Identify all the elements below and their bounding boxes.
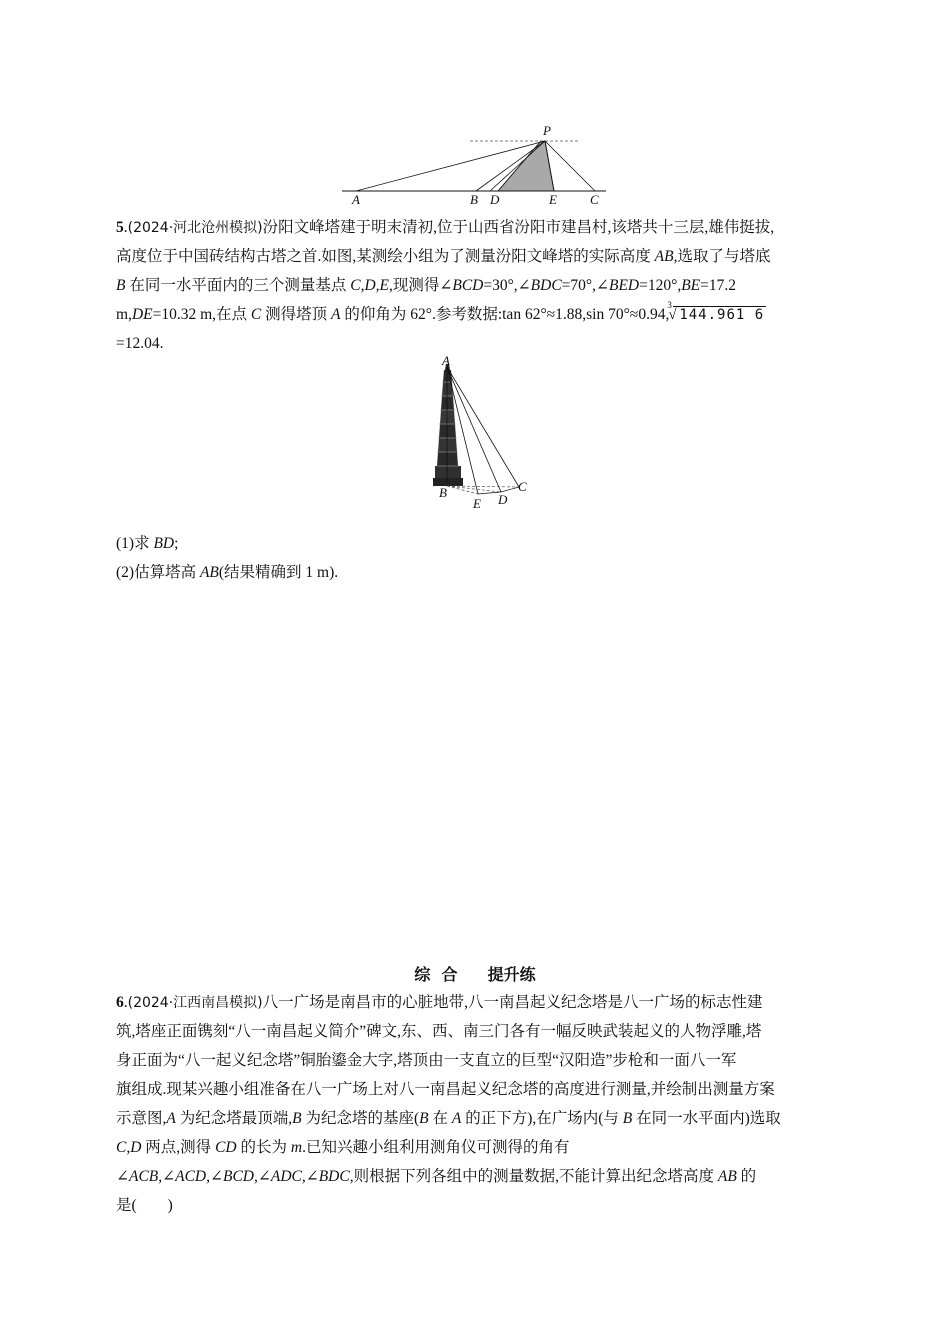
figure-1-diagram (340, 120, 610, 210)
q5-line1: 汾阳文峰塔建于明末清初,位于山西省汾阳市建昌村,该塔共十三层,雄伟挺拔, (262, 219, 775, 236)
label-tower-B: B (439, 485, 447, 500)
hill-shape (498, 141, 554, 191)
label-B: B (470, 192, 478, 207)
label-D: D (490, 192, 500, 207)
q6-source: (2024·江西南昌模拟) (127, 995, 263, 1011)
label-tower-C: C (518, 479, 527, 494)
label-tower-D: D (498, 492, 508, 507)
q5-line2: 高度位于中国砖结构古塔之首.如图,某测绘小组为了测量汾阳文峰塔的实际高度 (116, 248, 655, 265)
q5-number: 5 (116, 219, 124, 236)
figure-2-tower-diagram (425, 352, 535, 514)
q6-answer-bracket: 是( ) (116, 1197, 173, 1214)
q5-line5: =12.04. (116, 335, 164, 352)
label-C: C (590, 192, 599, 207)
q6-number: 6 (116, 994, 124, 1011)
label-tower-A: A (442, 353, 450, 368)
label-A: A (352, 192, 360, 207)
q5-source: (2024·河北沧州模拟) (127, 220, 263, 236)
label-P: P (543, 123, 551, 138)
q5-part-1: (1)求 BD; (116, 535, 179, 552)
q5-part-2: (2)估算塔高 AB(结果精确到 1 m). (116, 564, 339, 581)
label-tower-E: E (473, 496, 481, 511)
question-6: 6.(2024·江西南昌模拟)八一广场是南昌市的心脏地带,八一南昌起义纪念塔是八一广场的标志性建 筑,塔座正面镌刻“八一南昌起义简介”碑文,东、西、南三门各有一幅反映武装起义的人物浮雕,塔 身正面为“八一起义纪念塔”铜胎鎏金大字,塔顶由一支直立的巨型“汉阳造”步枪和一面八一军 旗组成.现某兴趣小组准备在八一广场上对八一南昌起义纪念塔的高度进行测量,并绘制出测量方案 示意图,A 为纪念塔最顶端,B 为纪念塔的基座(B 在 A 的正下方),在广场内(与 B 在同一水平面内)选取 C,D 两点,测得 CD 的长为 m.已知兴趣小组利用测角仪可测得的角有 ∠ACB,∠ACD,∠BCD,∠ADC,∠BDC,则根据下列各组中的测量数据,不能计算出纪念塔高度 AB 的 是( ) (116, 994, 781, 1214)
section-title: 综 合 提升练 (414, 965, 536, 984)
question-5: 5.(2024·河北沧州模拟)汾阳文峰塔建于明末清初,位于山西省汾阳市建昌村,该塔共十三层,雄伟挺拔, 高度位于中国砖结构古塔之首.如图,某测绘小组为了测量汾阳文峰塔的实际高度 AB,选取了与塔底 B 在同一水平面内的三个测量基点 C,D,E,现测得∠BCD=30°,∠BDC=70°,∠BED=120°,BE=17.2 m,DE=10.32 m,在点 C 测得塔顶 A 的仰角为 62°.参考数据:tan 62°≈1.88,sin 70°≈0.94, 3 √ 144.961 6 =12.04. (116, 219, 775, 352)
cube-root-expression: 3 √ 144.961 6 (667, 300, 765, 323)
label-E: E (549, 192, 557, 207)
tower-image (433, 364, 463, 486)
